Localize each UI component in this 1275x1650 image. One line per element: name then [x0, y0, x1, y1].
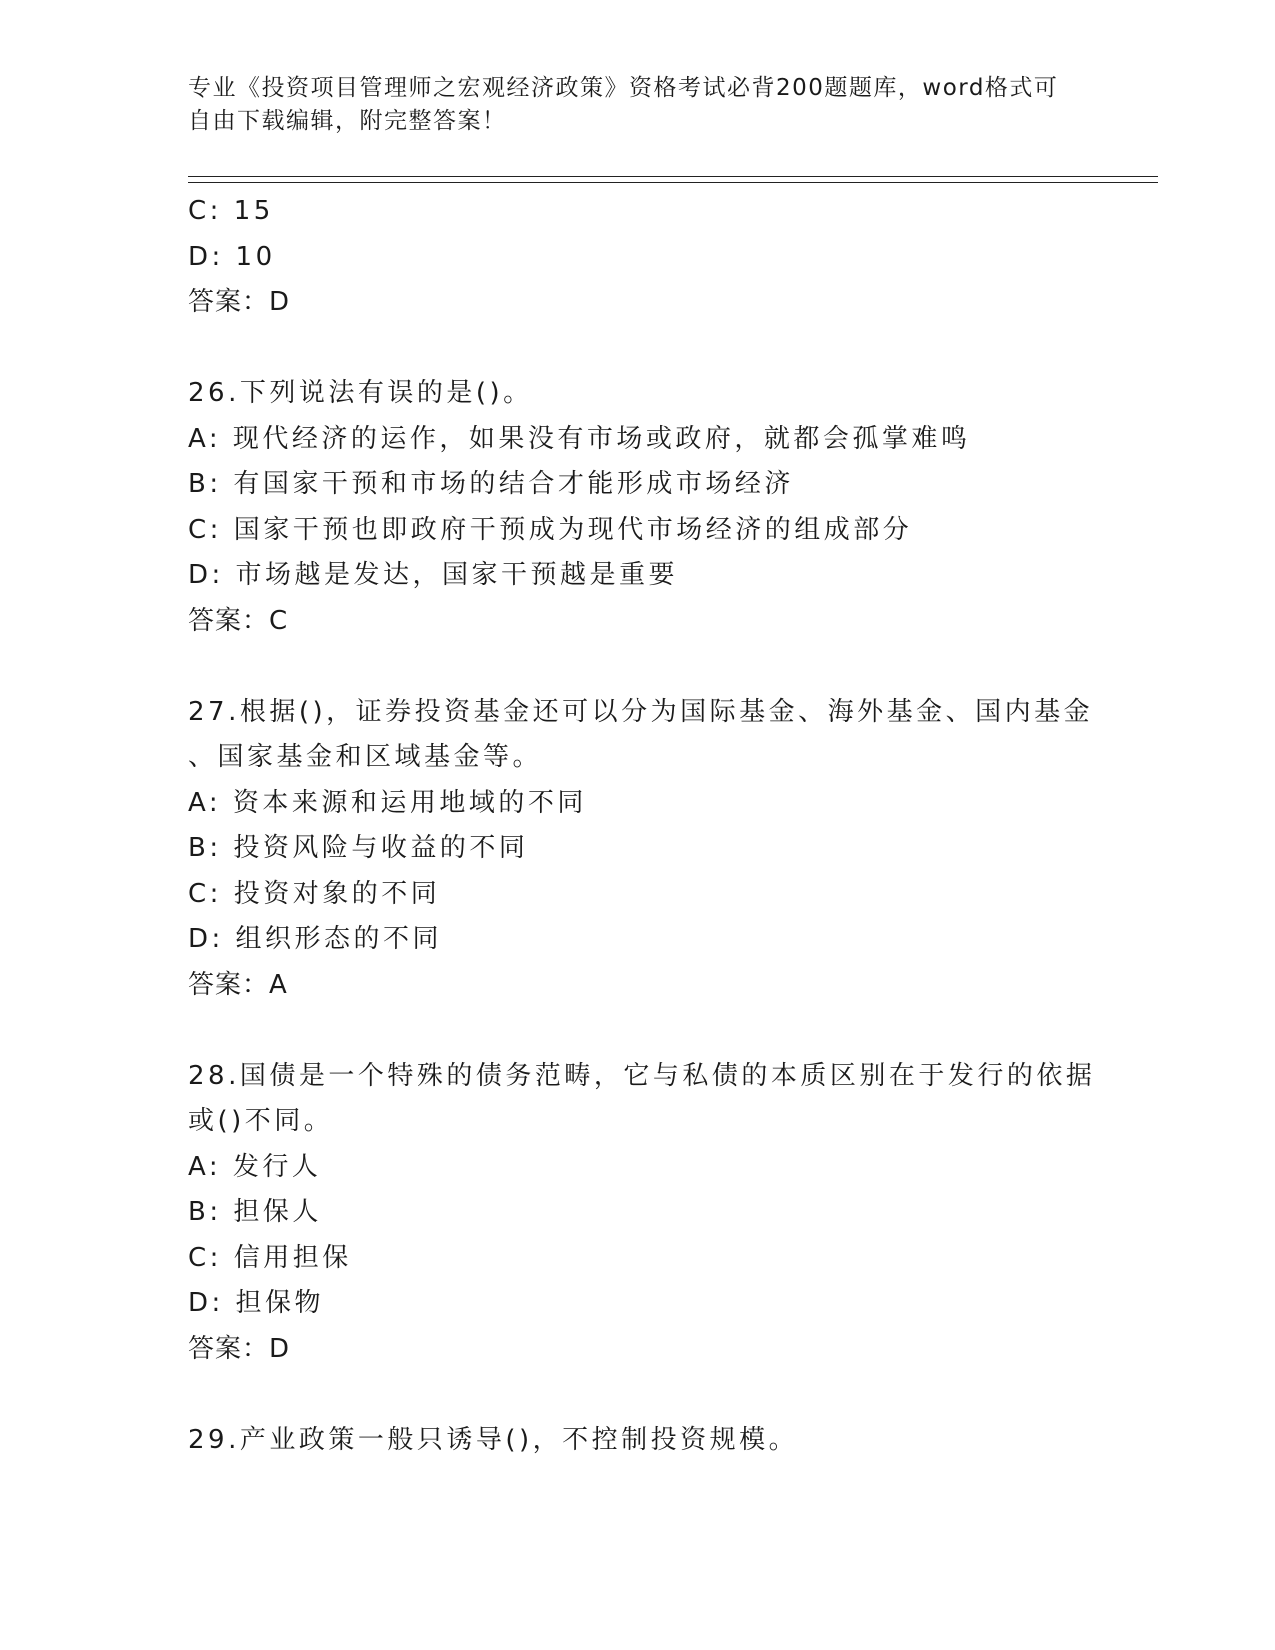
- option-letter: D:: [188, 1288, 224, 1318]
- option-letter: B:: [188, 1197, 222, 1227]
- option-line: [188, 781, 1088, 827]
- option-line: [188, 872, 1088, 918]
- question-text: 27.根据()，证券投资基金还可以分为国际基金、海外基金、国内基金: [188, 696, 1094, 727]
- document-header: [188, 72, 1068, 138]
- question-block-25: [188, 189, 1088, 326]
- option-letter: D:: [188, 560, 224, 590]
- option-line: [188, 417, 1088, 463]
- option-text: 现代经济的运作，如果没有市场或政府，就都会孤掌难鸣: [232, 423, 971, 454]
- header-divider-top: [188, 176, 1158, 177]
- option-letter: B:: [188, 469, 222, 499]
- question-block-29: [188, 1418, 1088, 1464]
- option-line: [188, 826, 1088, 872]
- option-text: 投资风险与收益的不同: [233, 833, 529, 863]
- question-block-26: [188, 371, 1088, 644]
- option-text: 15: [233, 196, 274, 226]
- answer-line: 答案：C: [188, 605, 289, 636]
- option-line: [188, 1190, 1088, 1236]
- option-text: 市场越是发达，国家干预越是重要: [235, 560, 679, 590]
- spacer: [188, 1372, 1088, 1418]
- option-line: [188, 189, 1088, 235]
- option-letter: C:: [188, 514, 222, 545]
- option-text: 担保人: [233, 1197, 322, 1227]
- option-letter: A:: [188, 1151, 222, 1182]
- option-text: 10: [235, 241, 276, 272]
- option-line: [188, 917, 1088, 963]
- option-line: [188, 553, 1088, 599]
- question-text: 28.国债是一个特殊的债务范畴，它与私债的本质区别在于发行的依据: [188, 1060, 1096, 1091]
- option-text: 投资对象的不同: [233, 878, 441, 909]
- option-text: 担保物: [235, 1288, 325, 1318]
- option-text: 资本来源和运用地域的不同: [232, 787, 587, 818]
- option-text: 信用担保: [233, 1242, 352, 1273]
- option-line: [188, 235, 1088, 281]
- option-line: [188, 1236, 1088, 1282]
- option-text: 有国家干预和市场的结合才能形成市场经济: [233, 469, 794, 499]
- option-line: [188, 462, 1088, 508]
- option-letter: D:: [188, 241, 224, 272]
- option-letter: C:: [188, 196, 222, 226]
- option-letter: A:: [188, 423, 222, 454]
- spacer: [188, 644, 1088, 690]
- header-line-1: 专业《投资项目管理师之宏观经济政策》资格考试必背200题题库，word格式可: [188, 75, 1059, 101]
- question-block-28: [188, 1054, 1096, 1373]
- answer-line: 答案：A: [188, 969, 288, 1000]
- spacer: [188, 1008, 1088, 1054]
- option-letter: D:: [188, 924, 224, 954]
- option-line: [188, 1145, 1088, 1191]
- option-line: [188, 1281, 1088, 1327]
- option-text: 组织形态的不同: [235, 924, 443, 954]
- option-line: [188, 508, 1088, 554]
- header-divider-bottom: [188, 182, 1158, 183]
- option-letter: B:: [188, 833, 222, 863]
- question-text: 29.产业政策一般只诱导()，不控制投资规模。: [188, 1424, 799, 1455]
- option-text: 国家干预也即政府干预成为现代市场经济的组成部分: [233, 514, 913, 545]
- question-list: [188, 189, 1096, 1463]
- spacer: [188, 326, 1088, 372]
- answer-line: 答案：D: [188, 1333, 291, 1364]
- answer-line: 答案：D: [188, 287, 291, 317]
- question-block-27: [188, 690, 1094, 1009]
- option-text: 发行人: [232, 1151, 322, 1182]
- option-letter: A:: [188, 787, 222, 818]
- header-line-2: 自由下载编辑，附完整答案！: [188, 108, 507, 134]
- option-letter: C:: [188, 1242, 222, 1273]
- question-text: 26.下列说法有误的是()。: [188, 378, 533, 408]
- question-text-continued: 、国家基金和区域基金等。: [188, 742, 543, 772]
- option-letter: C:: [188, 878, 222, 909]
- question-text-continued: 或()不同。: [188, 1106, 334, 1136]
